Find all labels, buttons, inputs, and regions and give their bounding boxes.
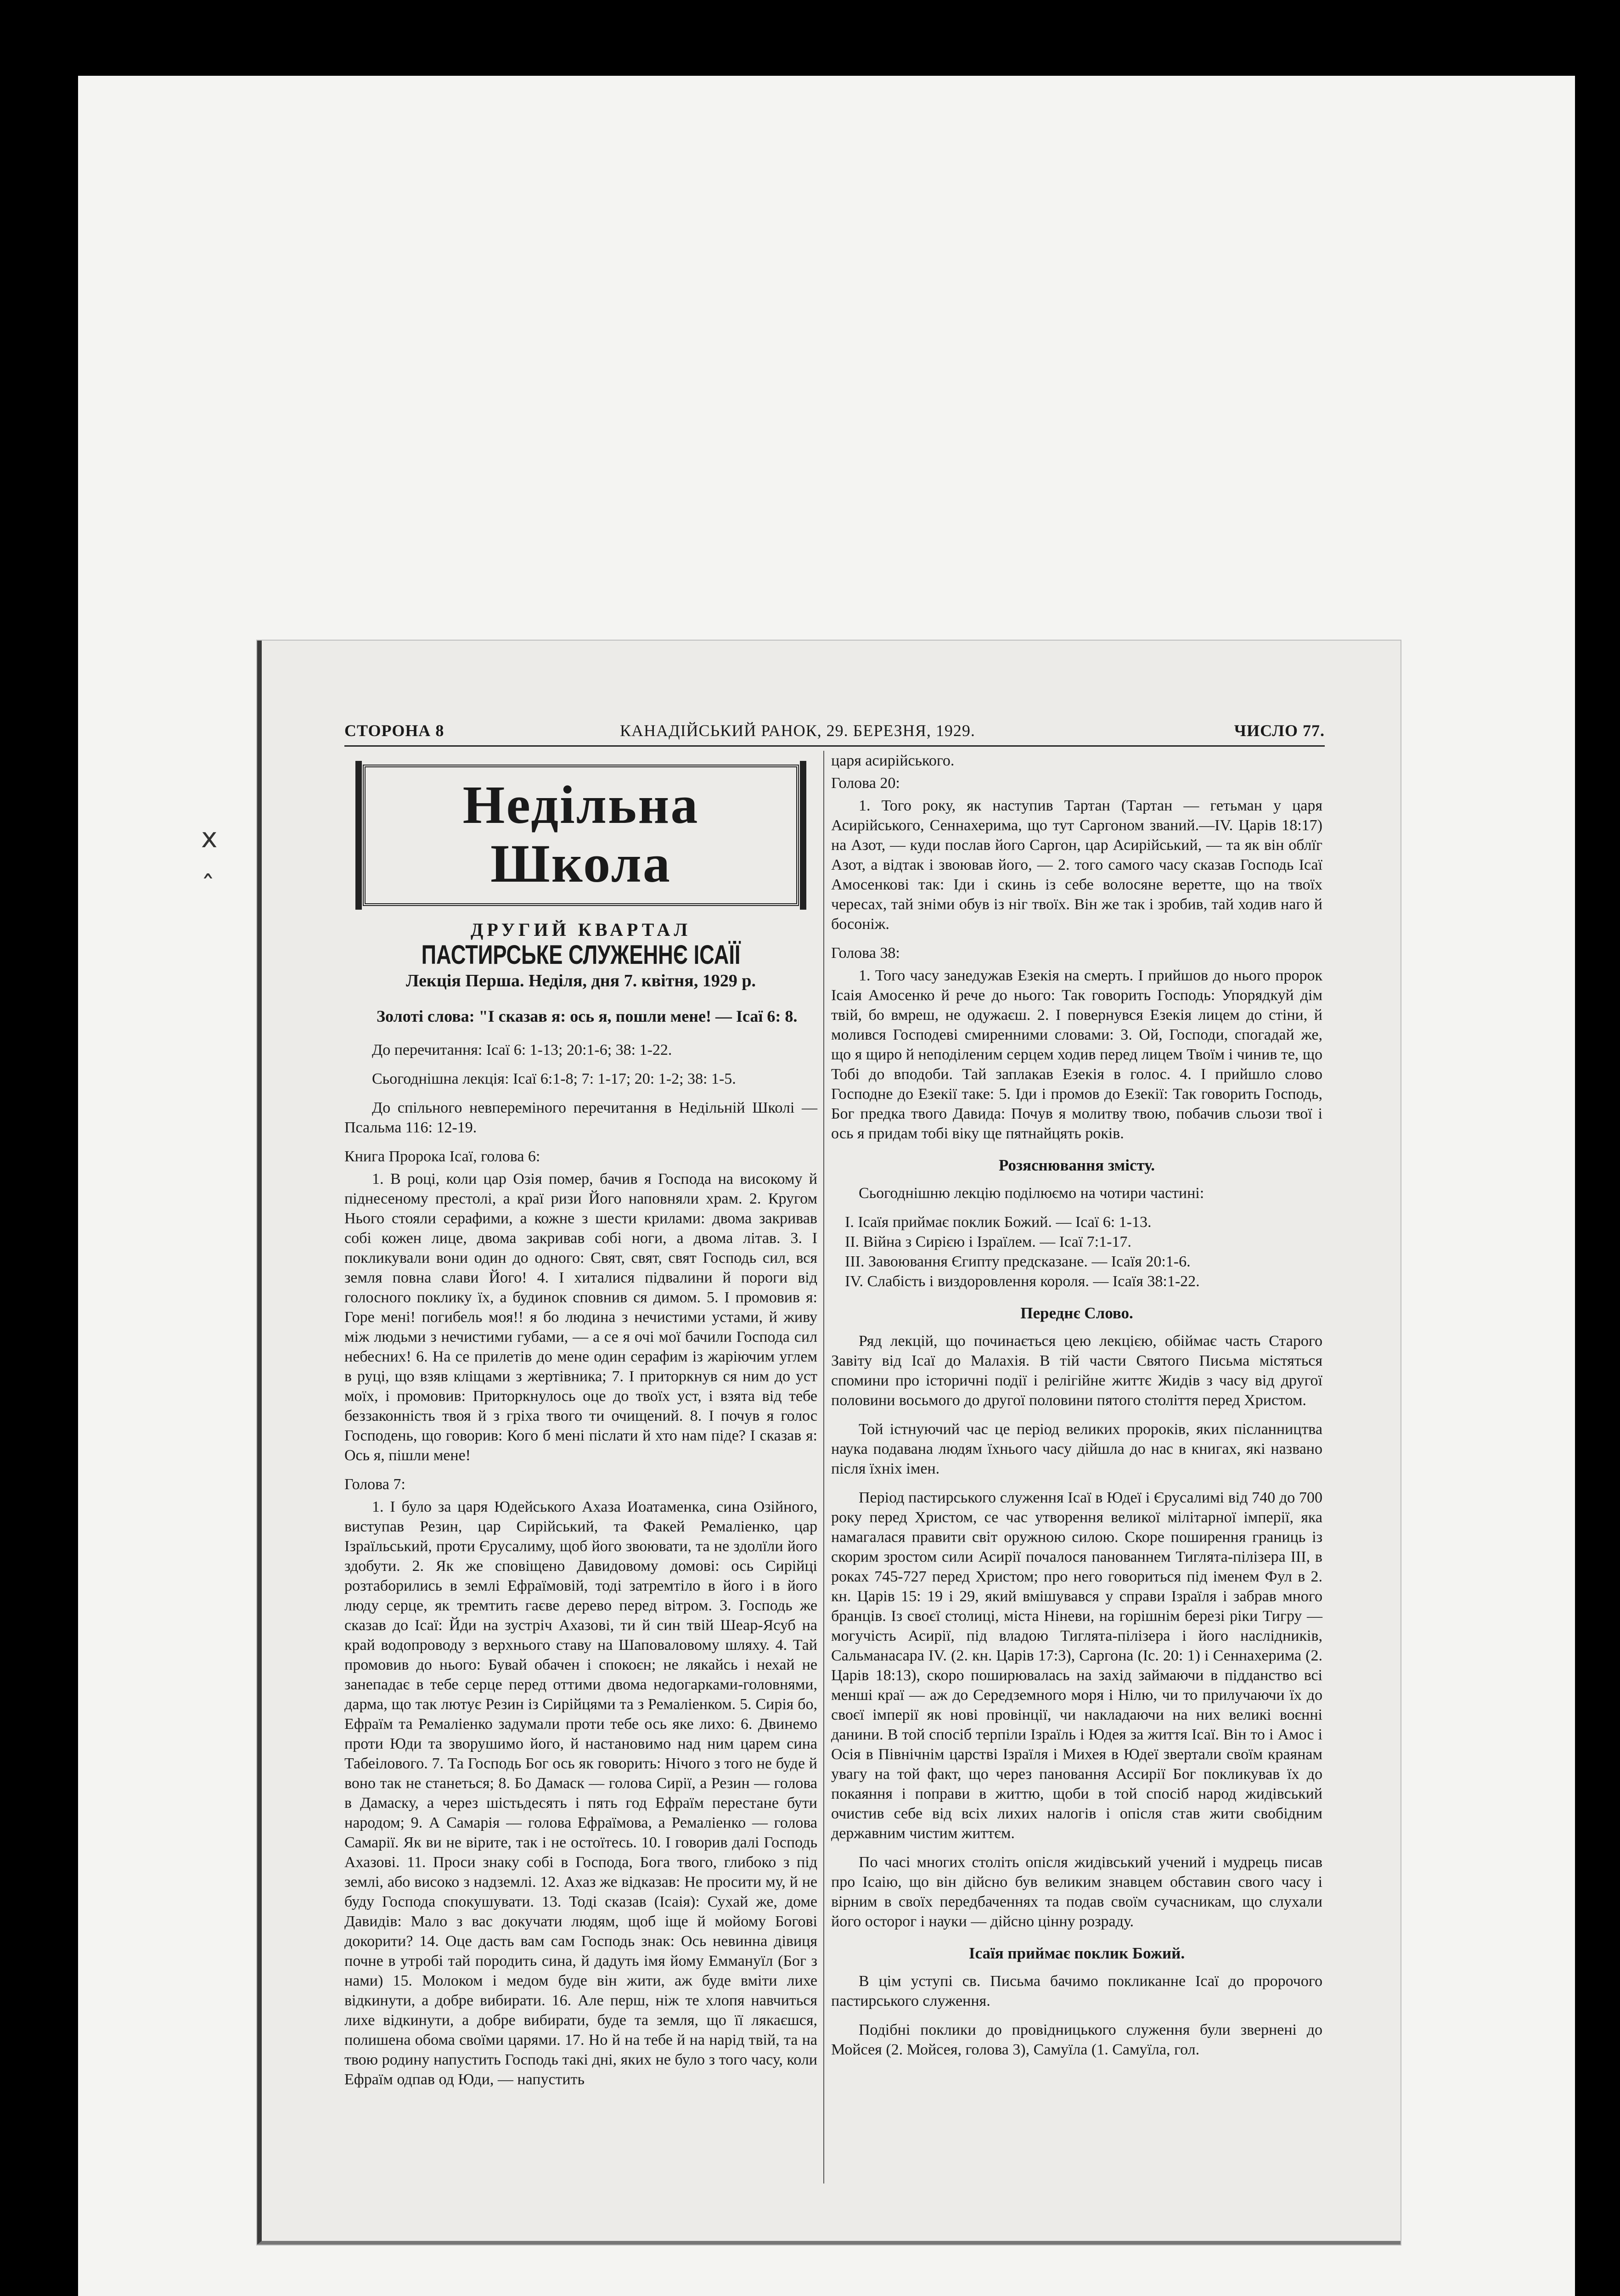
scripture-paragraph: 1. Того року, як наступив Тартан (Тартан — гетьман у царя Асирійського, Сеннахерима, що тут Саргоном званий.—IV. Царів 18:17) на Азот, — куди послав його Саргон, цар Асирійський, — та як він облїг Азот, а відтак і звоював його, — 2. того самого часу сказав Господь Ісаї Амосенкові так: Іди і скинь із себе волосяне веретте, що на твоїх чересах, тай зніми обув із ніг твоїх. Він же так і зробив, тай ходив наго й босоніж. [831,797,1322,933]
page-number: СТОРОНА 8 [344,721,444,740]
newspaper-page [257,641,1401,2245]
film-mark: ˆ [201,870,215,902]
masthead-title: Недільна Школа [462,775,699,894]
scripture-paragraph: 1. Того часу занедужав Езекія на смерть. І прийшов до нього пророк Ісаія Амосенко й рече до нього: Так говорить Господь: Упорядкуй дім твій, бо вмреш, не одужаєш. 2. І повернувся Езекія лицем до стіни, й молився Господеві смиренними словами: 3. Ой, Господи, спогадай же, що я щиро й неподіленим серцем ходив перед лицем Твоїм і чинив те, що Тобі до вподоби. Тай заплакав Езекія в голос. 4. І прийшло слово Господне до Езекії таке: 5. Іди і промов до Езекії: Так говорить Господь, Бог предка твого Давида: Почув я молитву твою, побачив сльози твої і ось я придам тобі віку ще пятнайцять років. [831,967,1322,1142]
newspaper-title: КАНАДІЙСЬКИЙ РАНОК, 29. БЕРЕЗНЯ, 1929. [620,721,975,740]
masthead-box [363,765,799,906]
body-paragraph: В цім уступі св. Письма бачимо покликанне Ісаї до пророчого пастирського служення. [831,1973,1322,2009]
chapter-heading: Голова 38: [831,945,900,962]
chapter-heading: Голова 20: [831,775,900,792]
scripture-paragraph: 1. В році, коли цар Озія помер, бачив я Господа на високому й піднесеному престолі, а краї ризи Його наповняли храм. 2. Кругом Нього стояли серафими, а кожне з шести крилами: двома закривав собі кожен лице, двома закривав собі ноги, а двома літав. 3. І покликували вони один до одного: Свят, свят, свят Господь сил, вся земля повна слави Його! 4. І хиталися підвалини й пороги від голосного поклику їх, а будинок сповнив ся димом. 5. І промовив я: Горе мені! погибель моя!! я бо людина з нечистими устами, й живу між людьми з нечистими губами, — а се я очі мої бачили Господа сил небесних! 6. На се прилетів до мене один серафим із жаріючим углем в руці, що взяв кліщами з жертівника; 7. І приторкнув ся ним до уст моїх, і промовив: Приторкнулось оце до твоїх уст, і взята від тебе беззаконність твоя й з гріха твого ти очищений. 8. І почув я голос Господень, що говорив: Кого б мені післати й хто нам піде? І сказав я: Ось я, пішли мене! [344,1171,817,1464]
body-paragraph: Період пастирського служення Ісаї в Юдеї і Єрусалимі від 740 до 700 року перед Христом, се час утворення великої мілітарної імперії, яка намагалася правити світ оружною силою. Скоре поширення границь із скорим зростом сили Асирії почалося панованнем Тиглята-пілізера ІІІ, в роках 745-727 перед Христом; про него говориться під іменем Фул в 2. кн. Царів 15: 19 і 29, який вмішувався у справи Ізраїля і забрав много бранців. Із своєї столиці, міста Ніневи, на горішнім березі ріки Тигру — могучість Асирії, під владою Тиглята-пілізера і його наслідників, Сальманасара IV. (2. кн. Царів 17:3), Саргона (Іс. 20: 1) і Сеннахерима (2. Царів 18:13), скоро поширювалась на захід займаючи в підданство всі менші краї — аж до Середземного моря і Нілю, чи то прилучаючи їх до своєї імперії як нові провінції, чи накладаючи на них великі воєнні данини. В той спосіб терпіли Ізраїль і Юдея за життя Ісаї. Він то і Амос і Осія в Північнім царстві Ізраїля і Михея в Юдеї звертали своїм краянам увагу на той факт, що через пановання Ассирії Бог покликував їх до покаяння і поправи в життю, щоби в той спосіб народ жидівський очистив себе від всіх лихих налогів і опісля став жити свобідним державним чистим життєм. [831,1489,1322,1842]
section-heading: Переднє Слово. [1020,1304,1133,1322]
quarter-heading: ДРУГИЙ КВАРТАЛ [470,919,692,940]
list-item: III. Завоювання Єгипту предсказане. — Ісаїя 20:1-6. [845,1253,1191,1270]
lesson-title: ПАСТИРСЬКЕ СЛУЖЕННЄ ІСАЇЇ [421,940,741,970]
intro-text: Сьогоднішню лекцію поділюємо на чотири частині: [859,1185,1204,1202]
golden-words: Золоті слова: "І сказав я: ось я, пошли мене! — Ісаї 6: 8. [377,1007,798,1025]
film-mark: x [201,822,218,854]
body-paragraph: Ряд лекцій, що починається цею лекцією, обіймає часть Старого Завіту від Ісаї до Малахія. В тій части Святого Письма містяться спомини про історичні події і релігійне життє Жидів з часу від другої половини восьмого до другої половини пятого століття перед Христом. [831,1333,1322,1409]
body-paragraph: Подібні поклики до провідницького служення були звернені до Мойсея (2. Мойсея, голова 3), Самуїла (1. Самуїла, гол. [831,2021,1322,2058]
list-item: II. Війна з Сирією і Ізраїлем. — Ісаї 7:1-17. [845,1233,1131,1250]
section-heading: Ісаїя приймає поклик Божий. [968,1944,1185,1962]
chapter-heading: Голова 7: [344,1476,405,1493]
body-paragraph: Той істнуючий час це період великих пророків, яких післанництва наука подавана людям їхнього часу дійшла до нас в книгах, які названо після їхніх імен. [831,1421,1322,1477]
section-heading: Розяснювання змісту. [998,1156,1155,1174]
right-column [831,751,1322,2069]
page-header [344,721,1325,743]
list-item: IV. Слабість і виздоровлення короля. — Ісаїя 38:1-22. [845,1273,1200,1290]
issue-number: ЧИСЛО 77. [1234,721,1325,740]
column-divider [823,751,824,2183]
body-paragraph: По часі многих століть опісля жидівський учений і мудрець писав про Ісаію, що він дійсно був великим знавцем обставин свого часу і вірним в своїх передбаченнях та подав своїм сучасникам, що слухали його осторог і науки — дійсно цінну розраду. [831,1854,1322,1930]
today-lesson: Сьогоднішна лекція: Ісаї 6:1-8; 7: 1-17; 20: 1-2; 38: 1-5. [372,1070,736,1087]
joint-reading: До спільного невпереміного перечитання в Недільній Школі — Псальма 116: 12-19. [344,1099,817,1136]
continued-text: царя асирійського. [831,752,955,769]
book-heading: Книга Пророка Ісаї, голова 6: [344,1148,540,1165]
reading-list: До перечитання: Ісаї 6: 1-13; 20:1-6; 38: 1-22. [372,1041,672,1058]
list-item: І. Ісаїя приймає поклик Божий. — Ісаї 6: 1-13. [845,1214,1152,1231]
lesson-parts-list [845,1212,1322,1291]
scripture-paragraph: 1. І було за царя Юдейського Ахаза Иоатаменка, сина Озійного, виступав Резин, цар Сирійський, та Факей Ремаліенко, цар Ізраїльський, проти Єрусалиму, щоб його звоювати, та не здолїли його здобути. 2. Як же сповіщено Давидовому домові: ось Сирійці розтаборились в землі Ефраїмовій, тоді затремтіло в його і в його люду серце, як тремтить гаєве дерево перед вітром. 3. Господь же сказав до Ісаї: Йди на зустріч Ахазові, ти й син твій Шеар-Ясуб на край водопроводу з верхнього ставу на Шаповаловому шляху. 4. Тай промовив до нього: Бувай обачен і спокоєн; не лякайсь і нехай не занепадає в тебе серце перед оттими двома недогарками-головнями, дарма, що так лютує Резин із Сирійцями та з Ремаліенком. 5. Сирія бо, Ефраїм та Ремаліенко задумали проти тебе ось яке лихо: 6. Двинемо проти Юди та зворушимо його, й настановимо над ним царем сина Табеілового. 7. Та Господь Бог ось як говорить: Нічого з того не буде й воно так не станеться; 8. Бо Дамаск — голова Сирії, а Резин — голова в Дамаску, а через шістьдесять і пять год Ефраїм перестане бути народом; 9. А Самарія — голова Ефраїмова, а Ремаліенко — голова Самарії. Як ви не вірите, так і не остоїтесь. 10. І говорив далі Господь Ахазові. 11. Проси знаку собі в Господа, Бога твого, глибоко з під землі, або високо з надземлі. 12. Ахаз же відказав: Не просити му, й не буду Господа спокушувати. 13. Тоді сказав (Ісаія): Сухай же, доме Давидів: Мало з вас докучати людям, щоб іще й мойому Богові докорити? 14. Оце дасть вам сам Господь знак: Ось невинна дівиця почне в утробі тай породить сина, й дадуть імя йому Еммануїл (Бог з нами) 15. Молоком і медом буде він жити, аж буде вміти лихе відкинути, а добре вибирати. 16. Але перш, ніж те хлопя навчиться лихе відкинути, а добре вибирати, буде та земля, що її лякаєшся, полишена обома своїми царями. 17. Но й на тебе й на нарід твій, та на твою родину напустить Господь такі дні, яких не було з того часу, коли Ефраїм одпав од Юди, — напустить [344,1498,817,2088]
lesson-subtitle: Лекція Перша. Неділя, дня 7. квітня, 1929 р. [406,971,756,990]
left-column [344,751,817,2099]
header-rule [344,745,1325,747]
